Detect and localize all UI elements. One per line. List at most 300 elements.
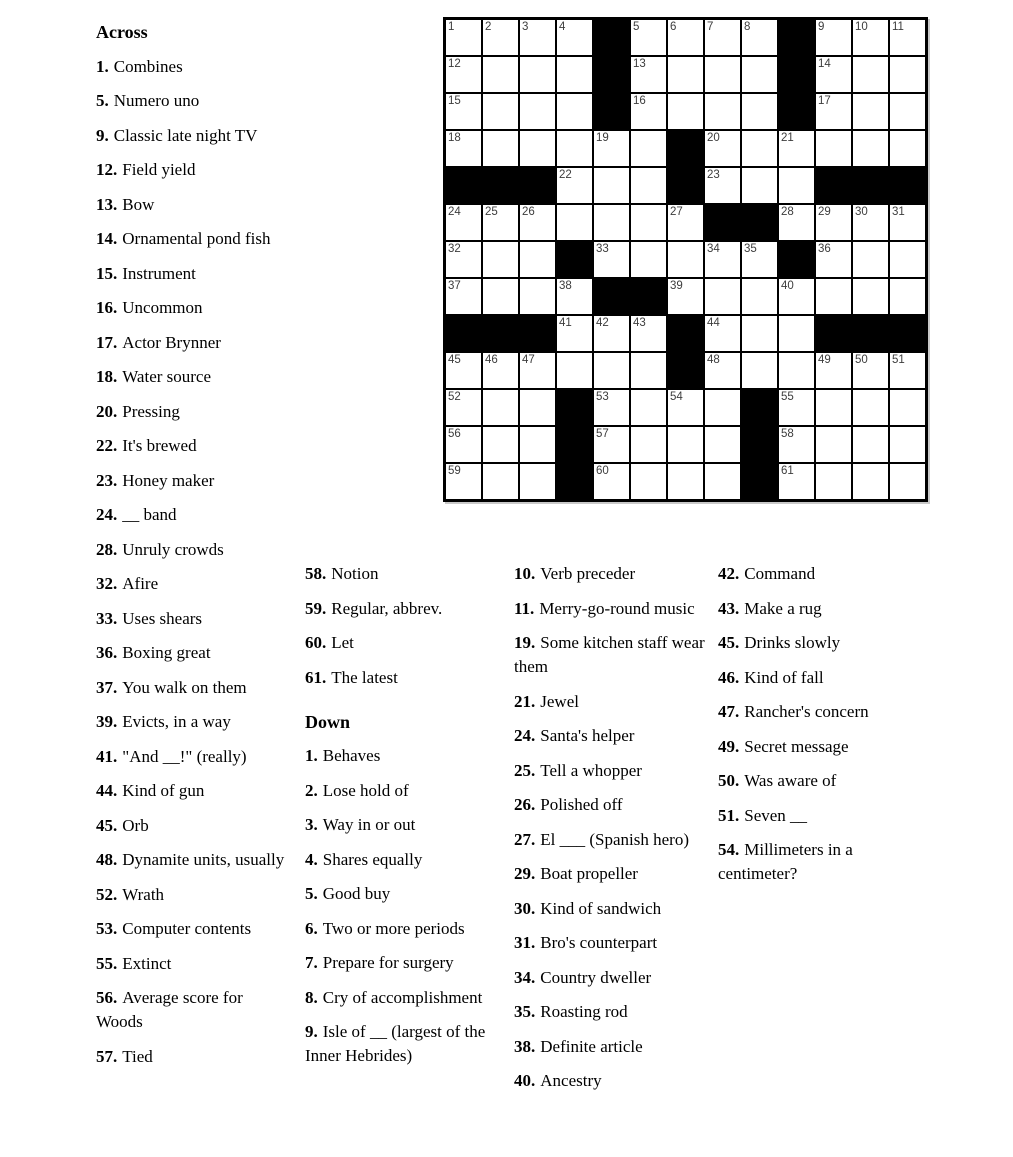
clue-across-14 (96, 227, 287, 251)
clue-text: Behaves (322, 746, 381, 765)
grid-white-cell[interactable] (853, 20, 888, 55)
cell-number: 20 (707, 132, 720, 144)
clue-text: Afire (122, 574, 159, 593)
clue-across-13 (96, 193, 287, 217)
grid-white-cell[interactable] (668, 242, 703, 277)
grid-white-cell[interactable] (816, 353, 851, 388)
cell-number: 6 (670, 21, 677, 33)
grid-white-cell[interactable] (779, 205, 814, 240)
grid-white-cell[interactable] (705, 131, 740, 166)
grid-white-cell[interactable] (520, 427, 555, 462)
grid-white-cell[interactable] (594, 353, 629, 388)
grid-black-cell (446, 168, 481, 203)
clue-down-42 (718, 562, 913, 586)
grid-white-cell[interactable] (557, 168, 592, 203)
clue-number: 55. (96, 953, 118, 973)
clue-text: Boxing great (122, 643, 211, 662)
grid-white-cell[interactable] (890, 205, 925, 240)
clue-text: Notion (331, 564, 379, 583)
grid-white-cell[interactable] (483, 131, 518, 166)
grid-white-cell[interactable] (705, 20, 740, 55)
cell-number: 15 (448, 95, 461, 107)
clue-across-41 (96, 745, 287, 769)
clue-down-1 (305, 744, 500, 768)
clue-number: 18. (96, 367, 118, 386)
grid-white-cell[interactable] (705, 168, 740, 203)
clue-across-61 (305, 666, 500, 690)
clue-text: Tied (122, 1046, 153, 1066)
grid-white-cell[interactable] (890, 57, 925, 92)
grid-white-cell[interactable] (742, 94, 777, 129)
cell-number: 21 (781, 132, 794, 144)
clue-text: Prepare for surgery (322, 953, 454, 972)
clue-number: 14. (96, 229, 118, 248)
grid-white-cell[interactable] (446, 242, 481, 277)
grid-black-cell (890, 316, 925, 351)
grid-white-cell[interactable] (816, 57, 851, 92)
grid-black-cell (890, 168, 925, 203)
clue-across-1 (96, 55, 287, 79)
grid-white-cell[interactable] (668, 279, 703, 314)
grid-white-cell[interactable] (631, 168, 666, 203)
grid-white-cell[interactable] (705, 279, 740, 314)
clue-text: Isle of __ (largest of the Inner Hebrides) (305, 1022, 486, 1065)
clue-text: Verb preceder (540, 564, 636, 583)
clue-text: Classic late night TV (113, 125, 258, 145)
down-clue-list-3 (718, 562, 913, 886)
grid-black-cell (631, 279, 666, 314)
grid-black-cell (520, 168, 555, 203)
grid-white-cell[interactable] (779, 353, 814, 388)
grid-white-cell[interactable] (631, 464, 666, 499)
grid-white-cell[interactable] (816, 20, 851, 55)
grid-white-cell[interactable] (779, 464, 814, 499)
grid-white-cell[interactable] (483, 464, 518, 499)
clue-text: Ancestry (540, 1071, 602, 1090)
grid-white-cell[interactable] (853, 131, 888, 166)
clue-text: Unruly crowds (122, 539, 224, 559)
grid-white-cell[interactable] (779, 131, 814, 166)
grid-white-cell[interactable] (594, 316, 629, 351)
grid-white-cell[interactable] (520, 390, 555, 425)
clue-text: Orb (122, 815, 149, 835)
clue-number: 29. (514, 864, 536, 883)
cell-number: 39 (670, 280, 683, 292)
grid-white-cell[interactable] (779, 279, 814, 314)
grid-white-cell[interactable] (742, 353, 777, 388)
down-clue-list-2 (514, 562, 710, 1093)
cell-number: 11 (892, 21, 904, 33)
clue-across-24 (96, 503, 287, 527)
cell-number: 34 (707, 243, 720, 255)
clue-text: The latest (331, 667, 398, 687)
clue-across-20 (96, 400, 287, 424)
grid-white-cell[interactable] (594, 427, 629, 462)
grid-white-cell[interactable] (557, 20, 592, 55)
grid-white-cell[interactable] (816, 427, 851, 462)
clue-number: 11. (514, 598, 535, 618)
clue-text: Drinks slowly (744, 633, 841, 652)
clue-text: Average score for Woods (96, 988, 243, 1031)
cell-number: 59 (448, 465, 461, 477)
grid-white-cell[interactable] (705, 464, 740, 499)
grid-white-cell[interactable] (594, 390, 629, 425)
grid-white-cell[interactable] (853, 57, 888, 92)
grid-white-cell[interactable] (742, 57, 777, 92)
grid-white-cell[interactable] (853, 94, 888, 129)
grid-black-cell (557, 390, 592, 425)
clue-text: Was aware of (744, 771, 837, 790)
grid-white-cell[interactable] (446, 94, 481, 129)
clue-number: 7. (305, 953, 318, 972)
clue-number: 51. (718, 805, 740, 825)
grid-white-cell[interactable] (668, 20, 703, 55)
grid-white-cell[interactable] (446, 390, 481, 425)
clue-across-53 (96, 917, 287, 941)
clue-down-24 (514, 724, 710, 748)
grid-white-cell[interactable] (668, 390, 703, 425)
cell-number: 32 (448, 243, 461, 255)
cell-number: 50 (855, 354, 868, 366)
cell-number: 28 (781, 206, 794, 218)
grid-black-cell (705, 205, 740, 240)
grid-white-cell[interactable] (520, 353, 555, 388)
grid-white-cell[interactable] (890, 131, 925, 166)
grid-white-cell[interactable] (853, 279, 888, 314)
clue-across-36 (96, 641, 287, 665)
grid-white-cell[interactable] (446, 57, 481, 92)
grid-white-cell[interactable] (631, 20, 666, 55)
grid-white-cell[interactable] (742, 279, 777, 314)
grid-white-cell[interactable] (853, 464, 888, 499)
grid-white-cell[interactable] (705, 353, 740, 388)
clue-number: 1. (305, 746, 318, 765)
grid-white-cell[interactable] (483, 353, 518, 388)
cell-number: 12 (448, 58, 461, 70)
grid-white-cell[interactable] (705, 57, 740, 92)
grid-white-cell[interactable] (668, 464, 703, 499)
clue-number: 24. (514, 726, 536, 745)
clue-text: Secret message (744, 736, 849, 756)
cell-number: 16 (633, 95, 646, 107)
grid-white-cell[interactable] (594, 131, 629, 166)
clue-text: Make a rug (744, 598, 822, 618)
cell-number: 41 (559, 317, 572, 329)
grid-black-cell (779, 94, 814, 129)
grid-white-cell[interactable] (631, 242, 666, 277)
clue-number: 15. (96, 263, 118, 283)
grid-white-cell[interactable] (483, 57, 518, 92)
grid-white-cell[interactable] (705, 94, 740, 129)
clue-number: 61. (305, 667, 327, 687)
grid-white-cell[interactable] (890, 390, 925, 425)
grid-white-cell[interactable] (779, 427, 814, 462)
grid-black-cell (594, 57, 629, 92)
grid-white-cell[interactable] (520, 242, 555, 277)
clue-down-26 (514, 793, 710, 817)
clue-number: 59. (305, 598, 327, 618)
clue-number: 39. (96, 712, 118, 731)
grid-white-cell[interactable] (890, 242, 925, 277)
cell-number: 13 (633, 58, 646, 70)
grid-white-cell[interactable] (446, 20, 481, 55)
cell-number: 27 (670, 206, 683, 218)
clue-down-47 (718, 700, 913, 724)
grid-white-cell[interactable] (890, 279, 925, 314)
clue-number: 30. (514, 898, 536, 918)
clue-number: 43. (718, 598, 740, 618)
grid-white-cell[interactable] (483, 20, 518, 55)
clue-across-52 (96, 883, 287, 907)
clue-text: Boat propeller (540, 864, 638, 883)
grid-white-cell[interactable] (520, 279, 555, 314)
clue-column-4 (718, 562, 913, 897)
cell-number: 19 (596, 132, 609, 144)
clue-number: 13. (96, 194, 118, 214)
clue-across-37 (96, 676, 287, 700)
grid-white-cell[interactable] (705, 242, 740, 277)
grid-white-cell[interactable] (520, 464, 555, 499)
cell-number: 60 (596, 465, 609, 477)
grid-white-cell[interactable] (742, 131, 777, 166)
grid-white-cell[interactable] (631, 427, 666, 462)
clue-number: 31. (514, 933, 536, 952)
grid-white-cell[interactable] (594, 464, 629, 499)
crossword-grid (443, 17, 928, 502)
grid-white-cell[interactable] (705, 316, 740, 351)
grid-white-cell[interactable] (816, 464, 851, 499)
grid-white-cell[interactable] (483, 242, 518, 277)
cell-number: 18 (448, 132, 461, 144)
clue-number: 56. (96, 988, 118, 1007)
grid-white-cell[interactable] (742, 168, 777, 203)
grid-black-cell (668, 316, 703, 351)
clue-text: Roasting rod (540, 1002, 628, 1021)
clue-number: 5. (305, 884, 318, 903)
grid-white-cell[interactable] (816, 242, 851, 277)
clue-text: Extinct (122, 953, 172, 973)
cell-number: 5 (633, 21, 640, 33)
grid-white-cell[interactable] (668, 205, 703, 240)
grid-white-cell[interactable] (557, 94, 592, 129)
grid-white-cell[interactable] (631, 353, 666, 388)
grid-white-cell[interactable] (520, 94, 555, 129)
grid-white-cell[interactable] (816, 279, 851, 314)
grid-white-cell[interactable] (705, 427, 740, 462)
cell-number: 29 (818, 206, 831, 218)
grid-white-cell[interactable] (483, 94, 518, 129)
clue-down-40 (514, 1069, 710, 1093)
clue-number: 52. (96, 884, 118, 904)
grid-black-cell (816, 168, 851, 203)
grid-white-cell[interactable] (890, 427, 925, 462)
grid-black-cell (668, 353, 703, 388)
grid-white-cell[interactable] (631, 316, 666, 351)
clue-down-3 (305, 813, 500, 837)
grid-white-cell[interactable] (779, 316, 814, 351)
grid-white-cell[interactable] (668, 94, 703, 129)
grid-black-cell (520, 316, 555, 351)
clue-text: Definite article (540, 1036, 643, 1056)
grid-white-cell[interactable] (483, 427, 518, 462)
grid-white-cell[interactable] (816, 205, 851, 240)
clue-across-58 (305, 562, 500, 586)
cell-number: 26 (522, 206, 535, 218)
grid-white-cell[interactable] (742, 242, 777, 277)
cell-number: 61 (781, 465, 794, 477)
grid-white-cell[interactable] (557, 353, 592, 388)
clue-down-21 (514, 690, 710, 714)
grid-white-cell[interactable] (446, 131, 481, 166)
clue-text: Way in or out (322, 815, 416, 834)
grid-white-cell[interactable] (668, 57, 703, 92)
grid-white-cell[interactable] (594, 168, 629, 203)
clue-text: Instrument (122, 263, 196, 283)
grid-black-cell (779, 20, 814, 55)
clue-number: 37. (96, 677, 118, 697)
cell-number: 36 (818, 243, 831, 255)
grid-white-cell[interactable] (853, 205, 888, 240)
cell-number: 58 (781, 428, 794, 440)
grid-white-cell[interactable] (742, 20, 777, 55)
clue-down-8 (305, 986, 500, 1010)
clue-across-45 (96, 814, 287, 838)
cell-number: 23 (707, 169, 720, 181)
clue-text: Honey maker (122, 470, 215, 490)
clue-text: Tell a whopper (540, 760, 642, 780)
grid-white-cell[interactable] (594, 242, 629, 277)
grid-white-cell[interactable] (816, 131, 851, 166)
grid-white-cell[interactable] (631, 205, 666, 240)
grid-white-cell[interactable] (446, 279, 481, 314)
grid-white-cell[interactable] (446, 205, 481, 240)
grid-black-cell (594, 94, 629, 129)
grid-black-cell (742, 390, 777, 425)
grid-white-cell[interactable] (446, 353, 481, 388)
clue-number: 34. (514, 967, 536, 987)
cell-number: 2 (485, 21, 492, 33)
grid-white-cell[interactable] (631, 390, 666, 425)
clue-down-9 (305, 1020, 500, 1068)
grid-white-cell[interactable] (557, 57, 592, 92)
clue-across-5 (96, 89, 287, 113)
cell-number: 56 (448, 428, 461, 440)
grid-white-cell[interactable] (483, 279, 518, 314)
clue-number: 12. (96, 160, 118, 179)
grid-white-cell[interactable] (557, 316, 592, 351)
cell-number: 24 (448, 206, 461, 218)
grid-white-cell[interactable] (742, 316, 777, 351)
clue-text: Cry of accomplishment (322, 987, 483, 1007)
clue-down-49 (718, 735, 913, 759)
clue-text: __ band (122, 505, 177, 524)
grid-white-cell[interactable] (520, 20, 555, 55)
grid-white-cell[interactable] (705, 390, 740, 425)
grid-white-cell[interactable] (816, 94, 851, 129)
clue-number: 54. (718, 840, 740, 859)
clue-column-3 (514, 562, 710, 1104)
clue-down-38 (514, 1035, 710, 1059)
clue-text: Bow (122, 194, 155, 214)
across-heading: Across (96, 22, 148, 42)
grid-black-cell (594, 279, 629, 314)
grid-white-cell[interactable] (890, 20, 925, 55)
clue-number: 9. (305, 1022, 318, 1041)
grid-white-cell[interactable] (853, 353, 888, 388)
cell-number: 4 (559, 21, 566, 33)
clue-down-35 (514, 1000, 710, 1024)
grid-white-cell[interactable] (853, 242, 888, 277)
cell-number: 55 (781, 391, 794, 403)
clue-number: 36. (96, 643, 118, 662)
clue-number: 5. (96, 91, 109, 110)
grid-white-cell[interactable] (520, 57, 555, 92)
grid-white-cell[interactable] (483, 205, 518, 240)
grid-white-cell[interactable] (520, 205, 555, 240)
grid-black-cell (483, 316, 518, 351)
grid-white-cell[interactable] (446, 427, 481, 462)
grid-white-cell[interactable] (779, 168, 814, 203)
clue-number: 48. (96, 850, 118, 869)
grid-white-cell[interactable] (890, 353, 925, 388)
clue-text: Field yield (122, 160, 196, 179)
clue-across-55 (96, 952, 287, 976)
clue-text: El ___ (Spanish hero) (540, 829, 689, 849)
grid-white-cell[interactable] (557, 205, 592, 240)
grid-white-cell[interactable] (816, 390, 851, 425)
clue-down-46 (718, 666, 913, 690)
cell-number: 3 (522, 21, 529, 33)
grid-white-cell[interactable] (779, 390, 814, 425)
grid-white-cell[interactable] (890, 464, 925, 499)
clue-across-12 (96, 158, 287, 182)
grid-white-cell[interactable] (557, 131, 592, 166)
grid-black-cell (557, 242, 592, 277)
clue-down-27 (514, 828, 710, 852)
cell-number: 14 (818, 58, 831, 70)
clue-text: Uncommon (122, 298, 203, 317)
clue-down-29 (514, 862, 710, 886)
clue-text: Water source (122, 367, 212, 386)
grid-white-cell[interactable] (557, 279, 592, 314)
clue-number: 35. (514, 1002, 536, 1021)
grid-white-cell[interactable] (668, 427, 703, 462)
clue-across-48 (96, 848, 287, 872)
grid-white-cell[interactable] (483, 390, 518, 425)
grid-white-cell[interactable] (890, 94, 925, 129)
clue-number: 4. (305, 849, 318, 869)
clue-number: 33. (96, 608, 118, 628)
grid-white-cell[interactable] (631, 57, 666, 92)
grid-white-cell[interactable] (631, 94, 666, 129)
cell-number: 35 (744, 243, 757, 255)
grid-white-cell[interactable] (853, 427, 888, 462)
grid-white-cell[interactable] (594, 205, 629, 240)
clue-text: Ornamental pond fish (122, 229, 271, 248)
clue-column-2 (305, 562, 500, 1079)
cell-number: 8 (744, 21, 751, 33)
clue-across-32 (96, 572, 287, 596)
grid-white-cell[interactable] (853, 390, 888, 425)
grid-white-cell[interactable] (520, 131, 555, 166)
clue-text: Rancher's concern (744, 702, 869, 721)
grid-white-cell[interactable] (631, 131, 666, 166)
clue-number: 9. (96, 125, 109, 145)
cell-number: 44 (707, 317, 720, 329)
clue-across-60 (305, 631, 500, 655)
clue-across-22 (96, 434, 287, 458)
grid-white-cell[interactable] (446, 464, 481, 499)
